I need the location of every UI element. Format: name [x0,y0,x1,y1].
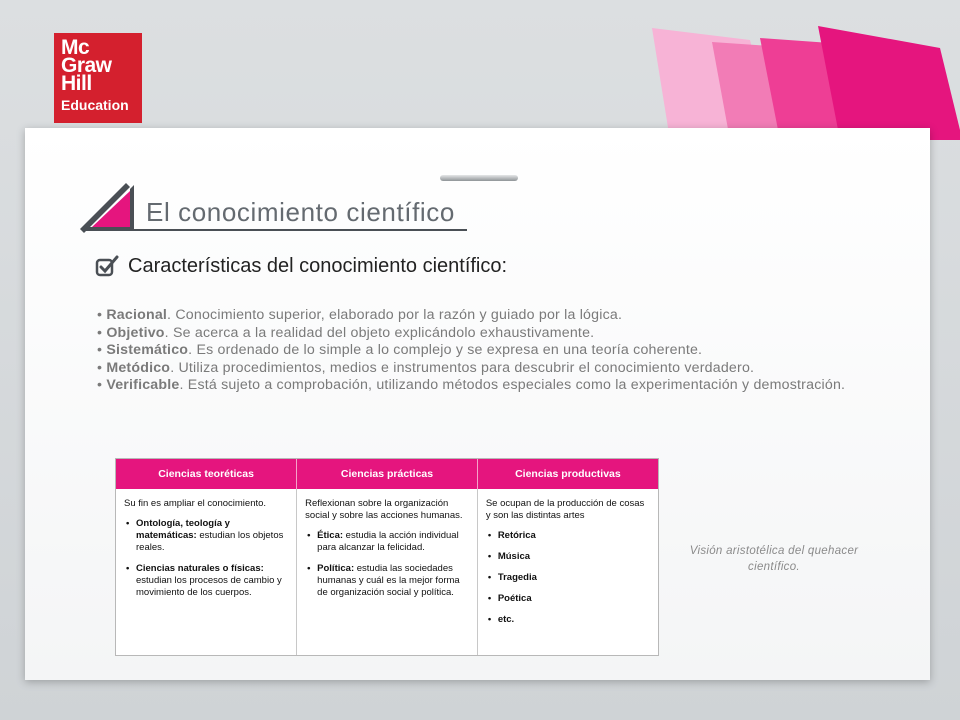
checkbox-check-icon [95,255,121,277]
term: etc. [497,614,515,625]
list-item [305,563,469,599]
sciences-table [115,458,659,656]
list-item [486,530,650,542]
list-item [305,530,469,554]
term: Racional [106,307,168,323]
page-title: El conocimiento científico [146,197,455,227]
cell-intro: Su fin es ampliar el conocimiento. [124,498,267,509]
description: . Está sujeto a comprobación, utilizando métodos especiales como la experimentación y demostración. [179,377,846,394]
cell-intro: Se ocupan de la producción de cosas y son las distintas artes [485,498,645,521]
list-item [124,563,288,599]
table-cell-productivas [477,489,658,655]
list-item [486,614,650,626]
list-item: • Objetivo. Se acerca a la realidad del objeto explicándolo exhaustivamente. [97,324,595,341]
list-item: • Verificable. Está sujeto a comprobación, utilizando métodos especiales como la experimentación y demostración. [97,377,846,394]
cell-intro: Reflexionan sobre la organización social y sobre las acciones humanas. [305,498,463,521]
title-underline [134,229,467,231]
term: Retórica [497,530,536,541]
clip-decoration [440,175,518,181]
list-item [486,572,650,584]
logo-line-3: Hill [61,72,92,95]
list-item [486,551,650,563]
term: Verificable [106,377,180,394]
description: estudia las sociedades humanas y cuál es la mejor forma de organización social y política. [317,563,460,598]
term: Sistemático [106,342,189,359]
description: . Se acerca a la realidad del objeto explicándolo exhaustivamente. [164,324,595,341]
title-triangle-icon [80,183,140,233]
list-item [124,518,288,554]
list-item: • Metódico. Utiliza procedimientos, medios e instrumentos para descubrir el conocimiento verdadero. [97,359,755,376]
logo-line-1: Mc [61,36,90,59]
term: Poética [497,593,532,604]
characteristics-list [97,307,857,395]
term: Objetivo [106,324,165,341]
mcgraw-hill-logo [54,33,142,123]
table-caption: Visión aristotélica del quehacer científico. [689,545,859,573]
term: Tragedia [497,572,537,583]
logo-line-2: Graw [61,54,112,77]
table-cell-teoreticas [116,489,297,655]
description: estudian los objetos reales. [136,530,284,553]
description: . Es ordenado de lo simple a lo complejo y se expresa en una teoría coherente. [188,342,703,359]
description: . Conocimiento superior, elaborado por la razón y guiado por la lógica. [167,307,623,323]
decorative-pink-shapes [600,0,960,140]
list-item: • Racional. Conocimiento superior, elaborado por la razón y guiado por la lógica. [97,307,623,323]
table-header: Ciencias teoréticas [116,459,297,489]
table-header: Ciencias productivas [477,459,658,489]
description: estudia la acción individual para alcanzar la felicidad. [317,530,459,553]
logo-line-4: Education [61,97,129,113]
description: estudian los procesos de cambio y movimiento de los cuerpos. [136,575,282,598]
description: . Utiliza procedimientos, medios e instrumentos para descubrir el conocimiento verdadero. [170,359,755,376]
list-item: • Sistemático. Es ordenado de lo simple a lo complejo y se expresa en una teoría coherente. [97,342,703,359]
term: Música [497,551,531,562]
term: Ontología, teología y matemáticas: [136,518,230,541]
term: Política: [317,563,355,574]
section-subtitle: Características del conocimiento científico: [128,255,508,277]
term: Ciencias naturales o físicas: [136,563,264,574]
term: Metódico [106,359,171,376]
table-cell-practicas [297,489,478,655]
table-header: Ciencias prácticas [297,459,478,489]
list-item [486,593,650,605]
term: Ética: [317,530,344,541]
